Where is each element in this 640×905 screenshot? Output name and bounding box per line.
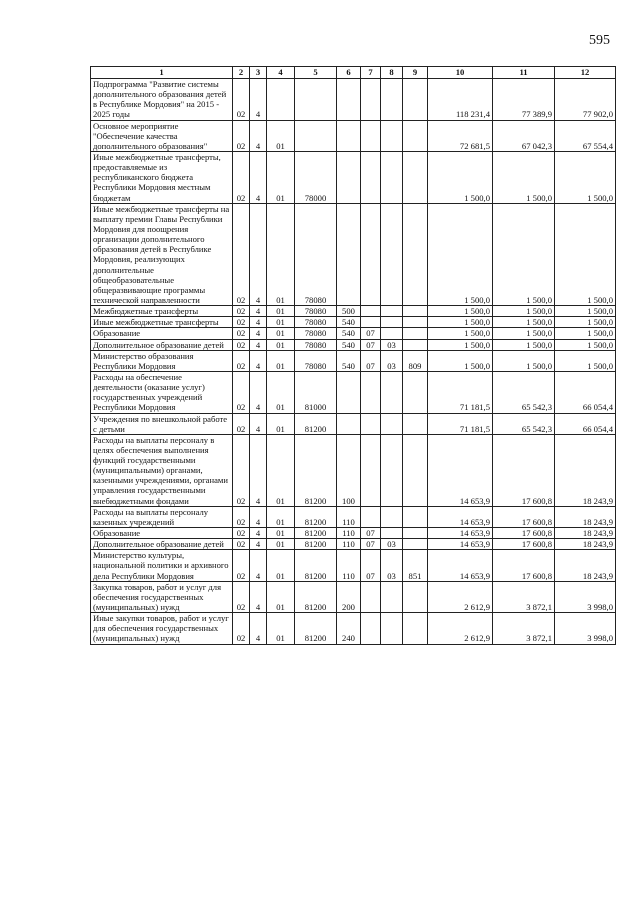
code-col-3: 4 — [250, 613, 267, 644]
row-description: Образование — [91, 328, 233, 339]
code-col-4: 01 — [267, 539, 295, 550]
amount-col-10: 14 653,9 — [428, 550, 493, 581]
col-header: 1 — [91, 67, 233, 79]
code-col-7 — [361, 306, 381, 317]
code-col-2: 02 — [233, 120, 250, 151]
code-col-8 — [381, 528, 403, 539]
header-row — [91, 67, 616, 79]
code-col-7 — [361, 371, 381, 413]
amount-col-10: 1 500,0 — [428, 317, 493, 328]
code-col-9 — [403, 79, 428, 121]
col-header: 2 — [233, 67, 250, 79]
code-col-7: 07 — [361, 328, 381, 339]
code-col-8 — [381, 413, 403, 434]
amount-col-11: 1 500,0 — [493, 350, 555, 371]
budget-table — [90, 66, 616, 645]
code-col-4 — [267, 79, 295, 121]
amount-col-12: 3 998,0 — [555, 613, 616, 644]
row-description: Основное мероприятие "Обеспечение качества дополнительного образования" — [91, 120, 233, 151]
amount-col-12: 18 243,9 — [555, 528, 616, 539]
row-description: Межбюджетные трансферты — [91, 306, 233, 317]
code-col-5: 78080 — [295, 317, 337, 328]
col-header: 3 — [250, 67, 267, 79]
code-col-4: 01 — [267, 506, 295, 527]
code-col-4: 01 — [267, 306, 295, 317]
table-row — [91, 371, 616, 413]
code-col-6: 540 — [337, 350, 361, 371]
code-col-8 — [381, 120, 403, 151]
code-col-7 — [361, 413, 381, 434]
code-col-4: 01 — [267, 339, 295, 350]
amount-col-12: 1 500,0 — [555, 151, 616, 203]
code-col-9 — [403, 613, 428, 644]
table-row — [91, 328, 616, 339]
table-row — [91, 151, 616, 203]
code-col-9 — [403, 328, 428, 339]
code-col-2: 02 — [233, 550, 250, 581]
code-col-8 — [381, 613, 403, 644]
code-col-3: 4 — [250, 581, 267, 612]
code-col-8 — [381, 371, 403, 413]
code-col-7 — [361, 613, 381, 644]
code-col-5 — [295, 120, 337, 151]
code-col-4: 01 — [267, 413, 295, 434]
code-col-8: 03 — [381, 550, 403, 581]
amount-col-11: 17 600,8 — [493, 506, 555, 527]
code-col-3: 4 — [250, 328, 267, 339]
row-description: Иные межбюджетные трансферты, предоставляемые из республиканского бюджета Республики Мордовия местным бюджетам — [91, 151, 233, 203]
table-row — [91, 539, 616, 550]
row-description: Расходы на выплаты персоналу в целях обеспечения выполнения функций государственными (муниципальными) органами, казенными учреждениями, органами управления государственными внебюджетными фондами — [91, 434, 233, 506]
code-col-8 — [381, 79, 403, 121]
amount-col-10: 14 653,9 — [428, 434, 493, 506]
code-col-9 — [403, 413, 428, 434]
amount-col-10: 1 500,0 — [428, 306, 493, 317]
code-col-4: 01 — [267, 613, 295, 644]
row-description: Расходы на выплаты персоналу казенных учреждений — [91, 506, 233, 527]
code-col-3: 4 — [250, 371, 267, 413]
amount-col-11: 1 500,0 — [493, 328, 555, 339]
code-col-6 — [337, 79, 361, 121]
code-col-8: 03 — [381, 339, 403, 350]
code-col-8: 03 — [381, 539, 403, 550]
code-col-9 — [403, 434, 428, 506]
amount-col-11: 1 500,0 — [493, 151, 555, 203]
code-col-6 — [337, 203, 361, 305]
row-description: Министерство культуры, национальной политики и архивного дела Республики Мордовия — [91, 550, 233, 581]
code-col-9 — [403, 151, 428, 203]
amount-col-10: 118 231,4 — [428, 79, 493, 121]
code-col-6: 540 — [337, 328, 361, 339]
code-col-3: 4 — [250, 317, 267, 328]
code-col-6 — [337, 151, 361, 203]
code-col-5: 78080 — [295, 203, 337, 305]
code-col-2: 02 — [233, 434, 250, 506]
amount-col-11: 1 500,0 — [493, 306, 555, 317]
col-header: 5 — [295, 67, 337, 79]
amount-col-12: 1 500,0 — [555, 203, 616, 305]
code-col-3: 4 — [250, 203, 267, 305]
code-col-6 — [337, 413, 361, 434]
table-row — [91, 79, 616, 121]
amount-col-10: 14 653,9 — [428, 506, 493, 527]
code-col-7 — [361, 506, 381, 527]
code-col-2: 02 — [233, 79, 250, 121]
code-col-9 — [403, 203, 428, 305]
code-col-6: 200 — [337, 581, 361, 612]
col-header: 7 — [361, 67, 381, 79]
code-col-5: 81200 — [295, 506, 337, 527]
amount-col-12: 18 243,9 — [555, 506, 616, 527]
row-description: Подпрограмма "Развитие системы дополнительного образования детей в Республике Мордовия" на 2015 - 2025 годы — [91, 79, 233, 121]
code-col-7 — [361, 203, 381, 305]
code-col-9 — [403, 306, 428, 317]
table-body — [91, 79, 616, 645]
amount-col-12: 1 500,0 — [555, 328, 616, 339]
amount-col-10: 2 612,9 — [428, 581, 493, 612]
code-col-9: 809 — [403, 350, 428, 371]
code-col-6: 540 — [337, 339, 361, 350]
code-col-5 — [295, 79, 337, 121]
table-row — [91, 413, 616, 434]
code-col-3: 4 — [250, 506, 267, 527]
code-col-5: 81200 — [295, 413, 337, 434]
code-col-2: 02 — [233, 613, 250, 644]
amount-col-11: 65 542,3 — [493, 371, 555, 413]
table-row — [91, 550, 616, 581]
table-row — [91, 434, 616, 506]
code-col-2: 02 — [233, 528, 250, 539]
amount-col-12: 1 500,0 — [555, 317, 616, 328]
code-col-2: 02 — [233, 506, 250, 527]
code-col-4: 01 — [267, 550, 295, 581]
code-col-5: 78080 — [295, 306, 337, 317]
code-col-7: 07 — [361, 539, 381, 550]
code-col-2: 02 — [233, 413, 250, 434]
code-col-5: 81200 — [295, 528, 337, 539]
col-header: 12 — [555, 67, 616, 79]
amount-col-11: 77 389,9 — [493, 79, 555, 121]
table-row — [91, 506, 616, 527]
amount-col-11: 17 600,8 — [493, 528, 555, 539]
amount-col-12: 1 500,0 — [555, 350, 616, 371]
code-col-4: 01 — [267, 528, 295, 539]
amount-col-11: 67 042,3 — [493, 120, 555, 151]
amount-col-10: 72 681,5 — [428, 120, 493, 151]
amount-col-10: 2 612,9 — [428, 613, 493, 644]
col-header: 11 — [493, 67, 555, 79]
code-col-8 — [381, 581, 403, 612]
code-col-6: 500 — [337, 306, 361, 317]
code-col-8 — [381, 434, 403, 506]
table-row — [91, 203, 616, 305]
code-col-7: 07 — [361, 339, 381, 350]
row-description: Дополнительное образование детей — [91, 339, 233, 350]
code-col-6 — [337, 371, 361, 413]
code-col-9 — [403, 317, 428, 328]
code-col-7: 07 — [361, 350, 381, 371]
amount-col-12: 1 500,0 — [555, 339, 616, 350]
code-col-8 — [381, 506, 403, 527]
code-col-2: 02 — [233, 339, 250, 350]
code-col-9 — [403, 339, 428, 350]
row-description: Расходы на обеспечение деятельности (оказание услуг) государственных учреждений Республики Мордовия — [91, 371, 233, 413]
code-col-4: 01 — [267, 317, 295, 328]
table-row — [91, 306, 616, 317]
code-col-8 — [381, 317, 403, 328]
amount-col-11: 17 600,8 — [493, 539, 555, 550]
code-col-7 — [361, 434, 381, 506]
amount-col-12: 66 054,4 — [555, 371, 616, 413]
amount-col-11: 1 500,0 — [493, 317, 555, 328]
code-col-7 — [361, 151, 381, 203]
amount-col-10: 1 500,0 — [428, 328, 493, 339]
amount-col-11: 17 600,8 — [493, 550, 555, 581]
code-col-3: 4 — [250, 350, 267, 371]
code-col-5: 78080 — [295, 350, 337, 371]
row-description: Учреждения по внешкольной работе с детьми — [91, 413, 233, 434]
code-col-6: 240 — [337, 613, 361, 644]
code-col-5: 81200 — [295, 539, 337, 550]
code-col-3: 4 — [250, 306, 267, 317]
table-row — [91, 339, 616, 350]
code-col-4: 01 — [267, 350, 295, 371]
code-col-4: 01 — [267, 151, 295, 203]
table-row — [91, 317, 616, 328]
col-header: 6 — [337, 67, 361, 79]
row-description: Иные межбюджетные трансферты на выплату премии Главы Республики Мордовия для поощрения организации дополнительного образования детей в Республике Мордовия, реализующих дополнительные общеобразовательные общеразвивающие программы технической направленности — [91, 203, 233, 305]
code-col-7 — [361, 581, 381, 612]
amount-col-11: 1 500,0 — [493, 203, 555, 305]
code-col-3: 4 — [250, 434, 267, 506]
col-header: 10 — [428, 67, 493, 79]
amount-col-12: 66 054,4 — [555, 413, 616, 434]
table-row — [91, 613, 616, 644]
code-col-9: 851 — [403, 550, 428, 581]
code-col-9 — [403, 528, 428, 539]
code-col-5: 78000 — [295, 151, 337, 203]
amount-col-10: 1 500,0 — [428, 151, 493, 203]
amount-col-10: 71 181,5 — [428, 371, 493, 413]
code-col-8 — [381, 203, 403, 305]
row-description: Иные закупки товаров, работ и услуг для обеспечения государственных (муниципальных) нужд — [91, 613, 233, 644]
code-col-6: 110 — [337, 506, 361, 527]
amount-col-12: 3 998,0 — [555, 581, 616, 612]
code-col-9 — [403, 371, 428, 413]
code-col-4: 01 — [267, 120, 295, 151]
amount-col-11: 3 872,1 — [493, 613, 555, 644]
amount-col-10: 14 653,9 — [428, 539, 493, 550]
row-description: Иные межбюджетные трансферты — [91, 317, 233, 328]
amount-col-10: 14 653,9 — [428, 528, 493, 539]
code-col-9 — [403, 539, 428, 550]
code-col-7 — [361, 120, 381, 151]
page-number: 595 — [589, 33, 610, 48]
code-col-8: 03 — [381, 350, 403, 371]
table-row — [91, 528, 616, 539]
amount-col-12: 18 243,9 — [555, 550, 616, 581]
code-col-2: 02 — [233, 328, 250, 339]
code-col-6: 540 — [337, 317, 361, 328]
col-header: 8 — [381, 67, 403, 79]
code-col-2: 02 — [233, 151, 250, 203]
amount-col-11: 17 600,8 — [493, 434, 555, 506]
amount-col-12: 1 500,0 — [555, 306, 616, 317]
row-description: Министерство образования Республики Мордовия — [91, 350, 233, 371]
row-description: Дополнительное образование детей — [91, 539, 233, 550]
code-col-7: 07 — [361, 528, 381, 539]
code-col-4: 01 — [267, 371, 295, 413]
code-col-5: 81200 — [295, 550, 337, 581]
code-col-2: 02 — [233, 581, 250, 612]
table-row — [91, 120, 616, 151]
amount-col-11: 3 872,1 — [493, 581, 555, 612]
col-header: 4 — [267, 67, 295, 79]
code-col-9 — [403, 506, 428, 527]
code-col-8 — [381, 328, 403, 339]
code-col-7 — [361, 317, 381, 328]
code-col-3: 4 — [250, 151, 267, 203]
code-col-5: 81200 — [295, 613, 337, 644]
code-col-3: 4 — [250, 539, 267, 550]
code-col-2: 02 — [233, 371, 250, 413]
code-col-3: 4 — [250, 120, 267, 151]
code-col-7 — [361, 79, 381, 121]
code-col-4: 01 — [267, 581, 295, 612]
amount-col-12: 77 902,0 — [555, 79, 616, 121]
amount-col-12: 67 554,4 — [555, 120, 616, 151]
code-col-3: 4 — [250, 413, 267, 434]
code-col-4: 01 — [267, 203, 295, 305]
amount-col-11: 1 500,0 — [493, 339, 555, 350]
code-col-5: 81200 — [295, 581, 337, 612]
code-col-2: 02 — [233, 203, 250, 305]
code-col-5: 78080 — [295, 328, 337, 339]
col-header: 9 — [403, 67, 428, 79]
code-col-5: 81200 — [295, 434, 337, 506]
code-col-6: 110 — [337, 550, 361, 581]
code-col-2: 02 — [233, 317, 250, 328]
code-col-3: 4 — [250, 528, 267, 539]
code-col-2: 02 — [233, 306, 250, 317]
code-col-5: 81000 — [295, 371, 337, 413]
code-col-3: 4 — [250, 339, 267, 350]
table-row — [91, 581, 616, 612]
amount-col-11: 65 542,3 — [493, 413, 555, 434]
amount-col-12: 18 243,9 — [555, 434, 616, 506]
code-col-2: 02 — [233, 539, 250, 550]
amount-col-10: 1 500,0 — [428, 350, 493, 371]
amount-col-12: 18 243,9 — [555, 539, 616, 550]
code-col-6: 110 — [337, 539, 361, 550]
code-col-9 — [403, 581, 428, 612]
amount-col-10: 1 500,0 — [428, 339, 493, 350]
amount-col-10: 1 500,0 — [428, 203, 493, 305]
amount-col-10: 71 181,5 — [428, 413, 493, 434]
row-description: Образование — [91, 528, 233, 539]
code-col-9 — [403, 120, 428, 151]
code-col-5: 78080 — [295, 339, 337, 350]
code-col-8 — [381, 306, 403, 317]
code-col-4: 01 — [267, 434, 295, 506]
code-col-3: 4 — [250, 550, 267, 581]
code-col-4: 01 — [267, 328, 295, 339]
code-col-6 — [337, 120, 361, 151]
code-col-6: 100 — [337, 434, 361, 506]
code-col-2: 02 — [233, 350, 250, 371]
row-description: Закупка товаров, работ и услуг для обеспечения государственных (муниципальных) нужд — [91, 581, 233, 612]
table-row — [91, 350, 616, 371]
code-col-8 — [381, 151, 403, 203]
code-col-7: 07 — [361, 550, 381, 581]
code-col-3: 4 — [250, 79, 267, 121]
code-col-6: 110 — [337, 528, 361, 539]
